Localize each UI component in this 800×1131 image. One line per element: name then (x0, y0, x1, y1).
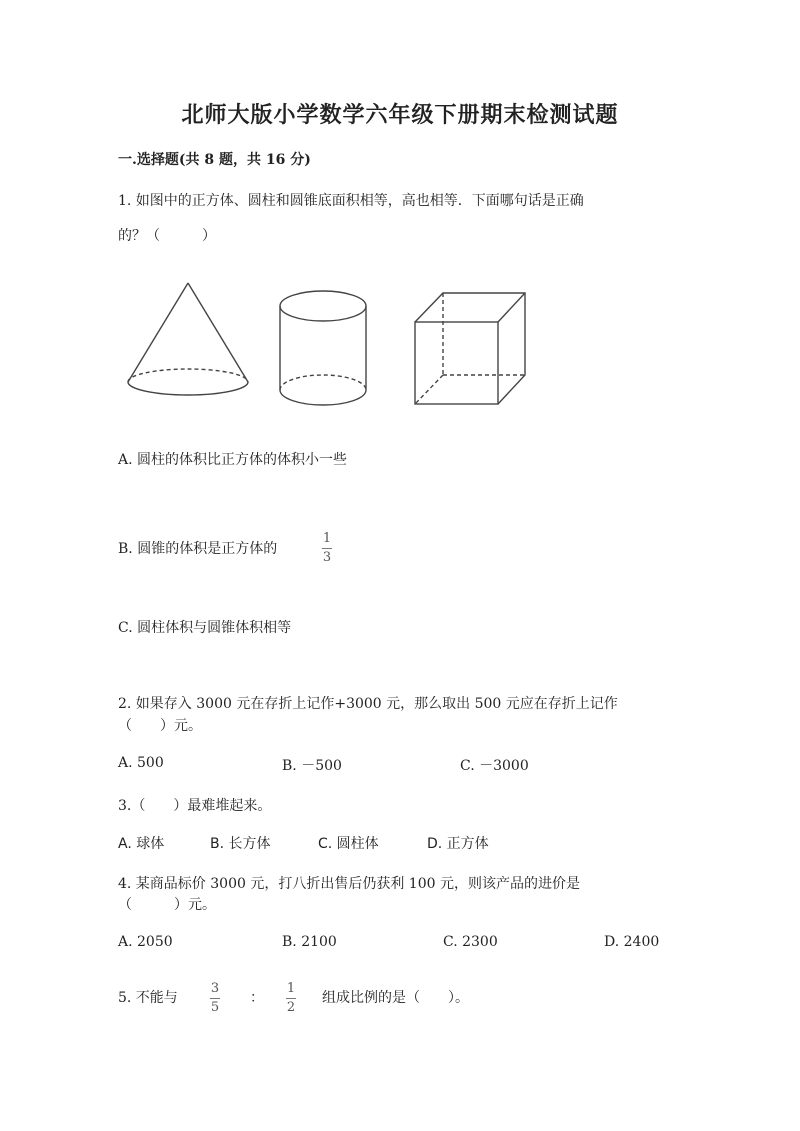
section-heading: 一.选择题(共 8 题，共 16 分) (118, 152, 311, 168)
q5-ratio-colon: ： (250, 990, 264, 1006)
q3-option-c: C. 圆柱体 (318, 836, 379, 852)
cone-shape (128, 283, 248, 395)
q2-option-b: B. －500 (282, 758, 342, 774)
q4-option-d: D. 2400 (604, 934, 660, 950)
q4-option-a: A. 2050 (118, 934, 173, 950)
q2-stem-line2: （ ）元。 (118, 718, 202, 734)
q5-fraction-2 (286, 981, 296, 1016)
q4-stem-line1: 4. 某商品标价 3000 元，打八折出售后仍获利 100 元，则该产品的进价是 (118, 876, 580, 892)
q1-option-a: A. 圆柱的体积比正方体的体积小一些 (118, 452, 348, 468)
q2-option-a: A. 500 (118, 755, 164, 771)
fraction-numerator: 1 (322, 531, 332, 546)
q4-stem-line2: （ ）元。 (118, 897, 216, 913)
q5-fraction-1 (210, 981, 220, 1016)
cylinder-shape (280, 291, 366, 405)
q5-prefix: 5. 不能与 (118, 990, 178, 1006)
q1-figure (118, 275, 538, 415)
q3-option-b: B. 长方体 (210, 836, 271, 852)
q5-suffix: 组成比例的是（ ）。 (322, 990, 469, 1006)
fraction-numerator: 3 (210, 981, 220, 996)
q4-option-b: B. 2100 (282, 934, 337, 950)
q1-option-b: B. 圆锥的体积是正方体的 (118, 541, 278, 557)
q3-option-d: D. 正方体 (427, 836, 489, 852)
q2-option-c: C. －3000 (460, 758, 529, 774)
fraction-denominator: 5 (210, 1000, 220, 1015)
q1-stem-line2: 的？（ ） (118, 228, 216, 244)
q1-option-b-fraction (322, 531, 332, 566)
page-title: 北师大版小学数学六年级下册期末检测试题 (181, 102, 619, 128)
q3-option-a: A. 球体 (118, 836, 165, 852)
cube-shape (415, 293, 525, 404)
q3-stem: 3.（ ）最难堆起来。 (118, 798, 272, 814)
q1-stem-line1: 1. 如图中的正方体、圆柱和圆锥底面积相等，高也相等．下面哪句话是正确 (118, 193, 584, 209)
q2-stem-line1: 2. 如果存入 3000 元在存折上记作+3000 元，那么取出 500 元应在存折上记作 (118, 696, 618, 712)
fraction-numerator: 1 (286, 981, 296, 996)
fraction-denominator: 2 (286, 1000, 296, 1015)
q1-option-c: C. 圆柱体积与圆锥体积相等 (118, 620, 292, 636)
fraction-denominator: 3 (322, 550, 332, 565)
q4-option-c: C. 2300 (443, 934, 498, 950)
